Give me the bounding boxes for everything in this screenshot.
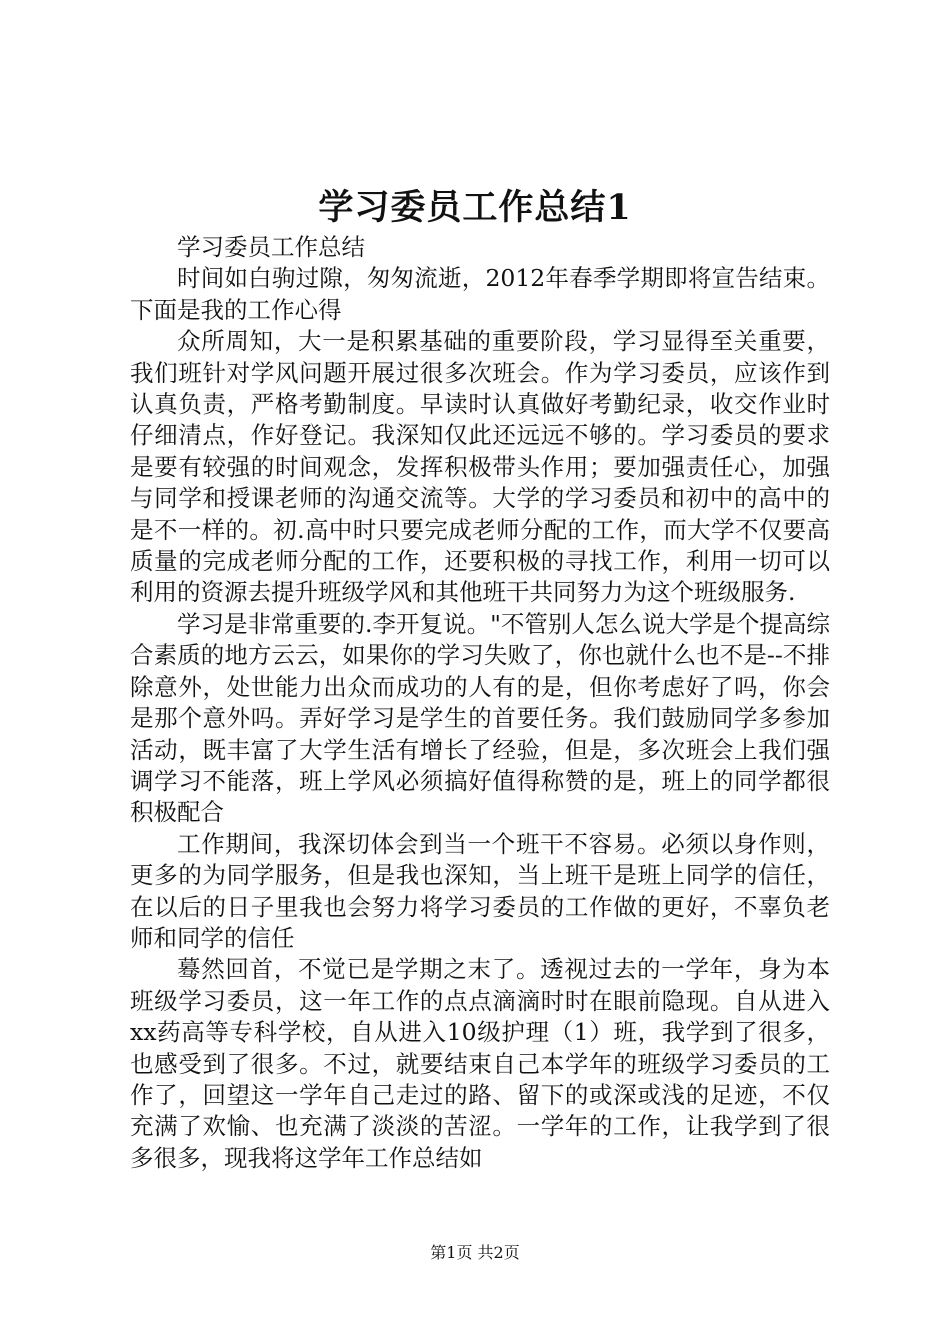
document-title: 学习委员工作总结1 xyxy=(318,187,632,228)
paragraph-study-importance: 学习是非常重要的.李开复说。"不管别人怎么说大学是个提高综合素质的地方云云，如果你的学习失败了，你也就什么也不是--不排除意外，处世能力出众而成功的人有的是，但你考虑好了吗，你会是那个意外吗。弄好学习是学生的首要任务。我们鼓励同学多参加活动，既丰富了大学生活有增长了经验，但是，多次班会上我们强调学习不能落，班上学风必须搞好值得称赞的是，班上的同学都很积极配合 xyxy=(130,609,830,827)
paragraph-intro: 时间如白驹过隙，匆匆流逝，2012年春季学期即将宣告结束。下面是我的工作心得 xyxy=(130,264,830,324)
paragraph-experience: 工作期间，我深切体会到当一个班干不容易。必须以身作则，更多的为同学服务，但是我也深知，当上班干是班上同学的信任，在以后的日子里我也会努力将学习委员的工作做的更好，不辜负老师和同学的信任 xyxy=(130,829,830,952)
page-number-footer: 第1页 共2页 xyxy=(430,1243,520,1262)
paragraph-review: 蓦然回首，不觉已是学期之末了。透视过去的一学年，身为本班级学习委员，这一年工作的点点滴滴时时在眼前隐现。自从进入xx药高等专科学校，自从进入10级护理（1）班，我学到了很多，也感受到了很多。不过，就要结束自己本学年的班级学习委员的工作了，回望这一学年自己走过的路、留下的或深或浅的足迹，不仅充满了欢愉、也充满了淡淡的苦涩。一学年的工作，让我学到了很多很多，现我将这学年工作总结如 xyxy=(130,955,830,1172)
document-body xyxy=(130,232,830,1174)
paragraph-duties: 众所周知，大一是积累基础的重要阶段，学习显得至关重要，我们班针对学风问题开展过很多次班会。作为学习委员，应该作到认真负责，严格考勤制度。早读时认真做好考勤纪录，收交作业时仔细清点，作好登记。我深知仅此还远远不够的。学习委员的要求是要有较强的时间观念，发挥积极带头作用；要加强责任心，加强与同学和授课老师的沟通交流等。大学的学习委员和初中的高中的是不一样的。初.高中时只要完成老师分配的工作，而大学不仅要高质量的完成老师分配的工作，还要积极的寻找工作，利用一切可以利用的资源去提升班级学风和其他班干共同努力为这个班级服务. xyxy=(130,327,830,607)
paragraph-heading: 学习委员工作总结 xyxy=(177,233,365,261)
